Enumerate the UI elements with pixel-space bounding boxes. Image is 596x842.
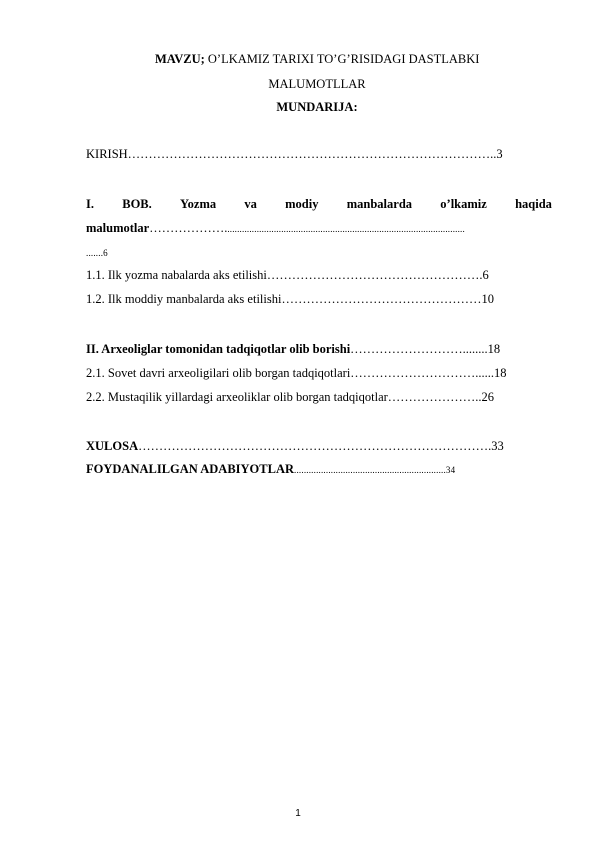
- page-number: 1: [295, 808, 301, 819]
- xulosa-dots: ………………………………………………………………………….33: [138, 439, 504, 453]
- title-text: O’LKAMIZ TARIXI TO’G’RISIDAGI DASTLABKI: [204, 52, 480, 66]
- toc-entry-2-2-text: 2.2. Mustaqilik yillardagi arxeoliklar olib borgan tadqiqotlar…………………..26: [86, 390, 495, 404]
- chapter1-line2-dots: ……………….: [149, 221, 228, 235]
- title-text-line2: MALUMOTLLAR: [268, 77, 366, 91]
- toc-entry-1-1: [86, 268, 552, 283]
- foydalanilgan-dots: ..............................................................34: [294, 465, 456, 475]
- document-title-line2: [0, 77, 596, 92]
- toc-entry-1-1-text: 1.1. Ilk yozma nabalarda aks etilishi…………………………………………….6: [86, 268, 489, 282]
- toc-entry-2-1-text: 2.1. Sovet davri arxeoligilari olib borgan tadqiqotlari…………………………......18: [86, 366, 507, 380]
- foydalanilgan-title: FOYDANALILGAN ADABIYOTLAR: [86, 462, 295, 476]
- chapter1-word: modiy: [285, 197, 319, 211]
- toc-entry-1-2: [86, 292, 552, 307]
- chapter1-word: BOB.: [122, 197, 152, 211]
- toc-entry-xulosa: [86, 439, 552, 454]
- document-title-line1: [155, 52, 479, 67]
- toc-entry-chapter1-line3: [86, 245, 552, 261]
- chapter1-page-dots: .......6: [86, 248, 108, 258]
- chapter2-dots: ………………………........18: [350, 342, 501, 356]
- title-prefix: MAVZU;: [155, 52, 205, 66]
- chapter1-line2-bold: malumotlar: [86, 221, 150, 235]
- toc-entry-chapter2: [86, 342, 552, 357]
- toc-entry-chapter1-line2: [86, 221, 552, 237]
- chapter2-title: II. Arxeoliglar tomonidan tadqiqotlar olib borishi: [86, 342, 351, 356]
- toc-entry-kirish-text: KIRISH……………………………………………………………………………..3: [86, 147, 503, 161]
- toc-entry-1-2-text: 1.2. Ilk moddiy manbalarda aks etilishi…………………………………………10: [86, 292, 494, 306]
- toc-entry-foydalanilgan: [86, 462, 552, 478]
- chapter1-word: I.: [86, 197, 94, 211]
- chapter1-line2-small-dots: .................................................................................................: [227, 224, 465, 234]
- contents-heading: [0, 100, 596, 115]
- chapter1-word: manbalarda: [346, 197, 413, 211]
- toc-entry-2-1: [86, 366, 552, 381]
- toc-entry-kirish: [86, 147, 552, 162]
- chapter1-word: haqida: [515, 197, 552, 211]
- chapter1-word: o’lkamiz: [440, 197, 487, 211]
- toc-entry-chapter1-line1: [86, 197, 552, 212]
- contents-heading-text: MUNDARIJA:: [276, 100, 358, 114]
- xulosa-title: XULOSA: [86, 439, 139, 453]
- chapter1-word: va: [244, 197, 257, 211]
- chapter1-word: Yozma: [180, 197, 217, 211]
- toc-entry-2-2: [86, 390, 552, 405]
